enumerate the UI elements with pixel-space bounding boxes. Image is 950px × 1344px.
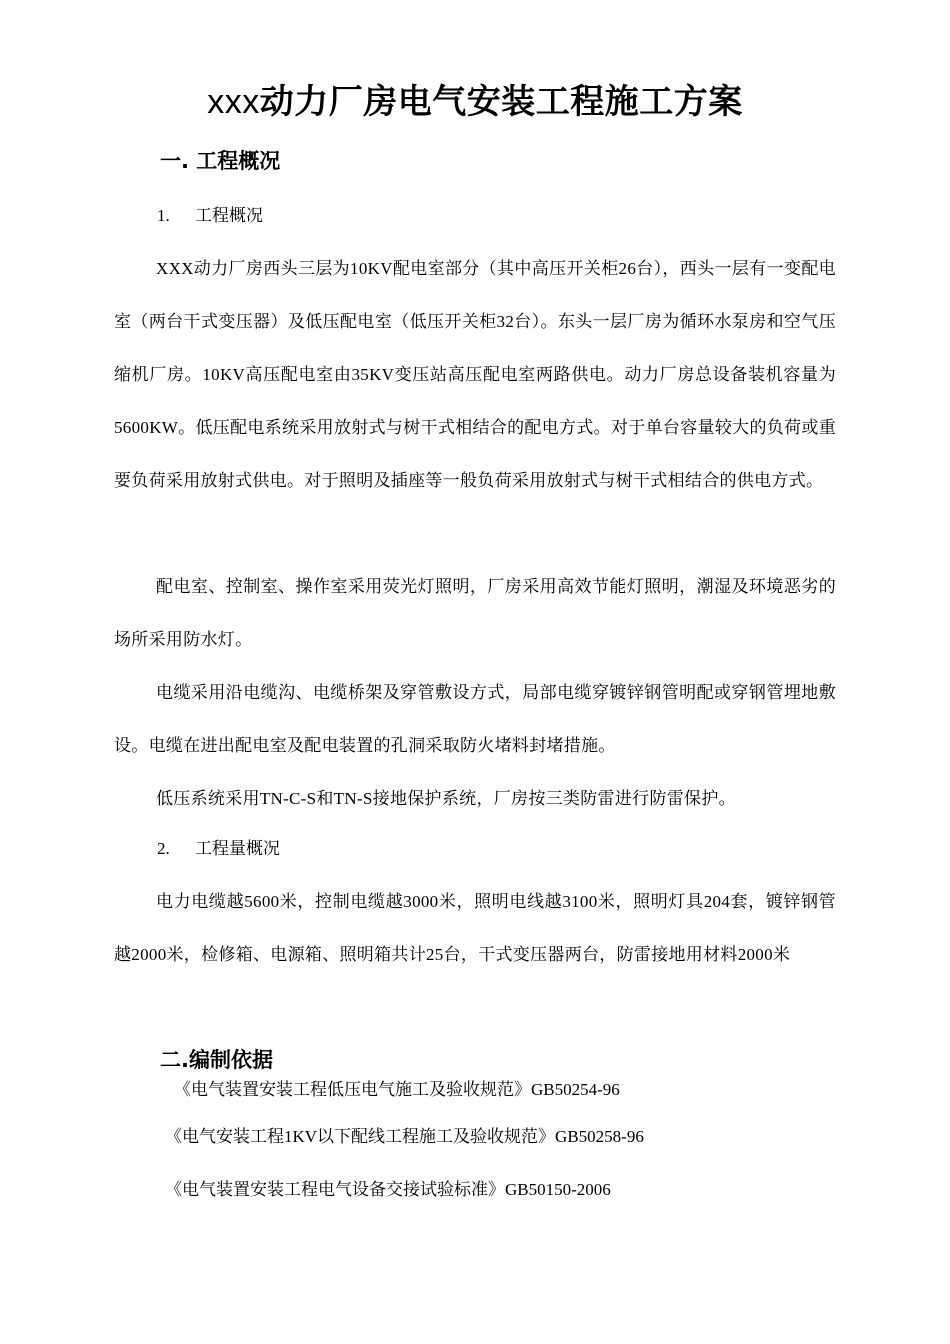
subsection-label: 工程概况 xyxy=(195,206,263,225)
paragraph-quantities: 电力电缆越5600米，控制电缆越3000米，照明电线越3100米，照明灯具204套，镀锌钢管越2000米，检修箱、电源箱、照明箱共计25台，干式变压器两台，防雷接地用材料2000米 xyxy=(114,892,836,964)
section-heading-overview: 一. 工程概况 xyxy=(160,149,281,173)
paragraph-cabling: 电缆采用沿电缆沟、电缆桥架及穿管敷设方式，局部电缆穿镀锌钢管明配或穿钢管埋地敷设。电缆在进出配电室及配电装置的孔洞采取防火堵料封堵措施。 xyxy=(114,683,836,755)
subsection-heading-quantities xyxy=(157,836,280,862)
subsection-number: 1. xyxy=(157,206,170,225)
paragraph-overview: XXX动力厂房西头三层为10KV配电室部分（其中高压开关柜26台），西头一层有一变配电室（两台干式变压器）及低压配电室（低压开关柜32台）。东头一层厂房为循环水泵房和空气压缩机厂房。10KV高压配电室由35KV变压站高压配电室两路供电。动力厂房总设备装机容量为5600KW。低压配电系统采用放射式与树干式相结合的配电方式。对于单台容量较大的负荷或重要负荷采用放射式供电。对于照明及插座等一般负荷采用放射式与树干式相结合的供电方式。 xyxy=(114,259,836,490)
reference-item: 《电气安装工程1KV以下配线工程施工及验收规范》GB50258-96 xyxy=(165,1127,644,1146)
reference-item: 《电气装置安装工程电气设备交接试验标准》GB50150-2006 xyxy=(165,1180,611,1199)
subsection-number: 2. xyxy=(157,839,170,858)
subsection-label: 工程量概况 xyxy=(195,839,280,858)
reference-item: 《电气装置安装工程低压电气施工及验收规范》GB50254-96 xyxy=(174,1080,620,1099)
title-prefix: xxx xyxy=(207,83,260,121)
subsection-heading-overview xyxy=(157,203,263,229)
title-main: 动力厂房电气安装工程施工方案 xyxy=(259,82,743,122)
paragraph-lighting: 配电室、控制室、操作室采用荧光灯照明，厂房采用高效节能灯照明，潮湿及环境恶劣的场所采用防水灯。 xyxy=(114,577,836,649)
section-heading-basis: 二.编制依据 xyxy=(160,1048,273,1072)
document-title xyxy=(0,78,950,126)
paragraph-grounding: 低压系统采用TN-C-S和TN-S接地保护系统，厂房按三类防雷进行防雷保护。 xyxy=(156,789,736,808)
